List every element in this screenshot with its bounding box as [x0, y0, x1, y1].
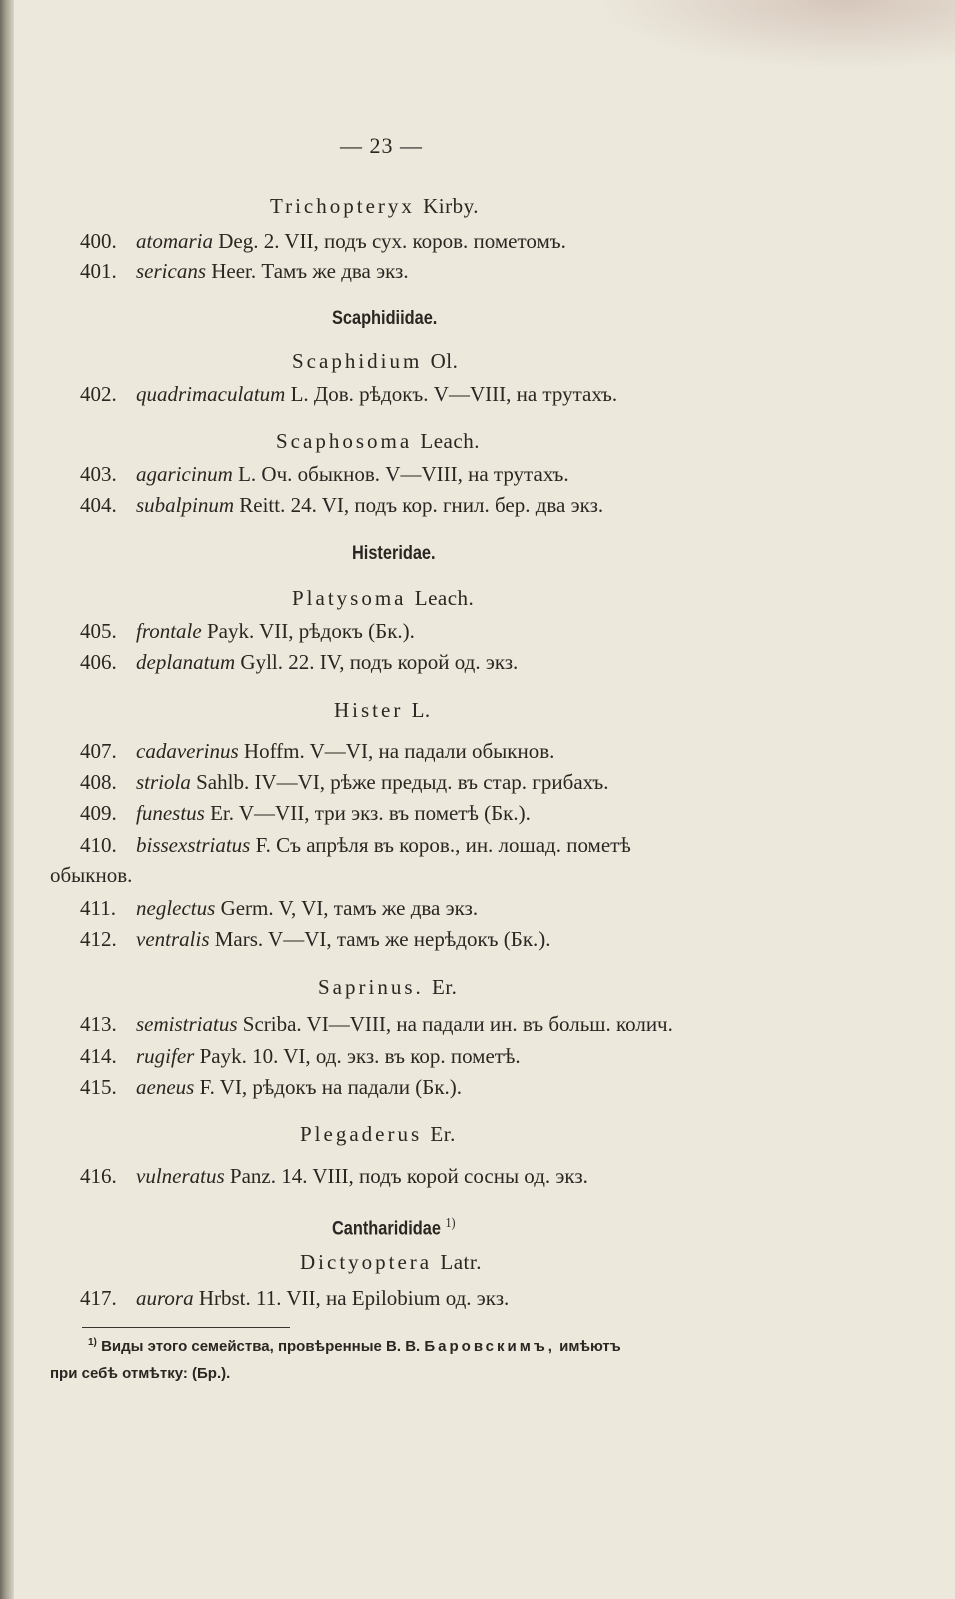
genus-heading: [300, 1121, 456, 1147]
genus-author: Leach.: [420, 429, 480, 453]
species-name: deplanatum: [136, 650, 236, 674]
entry-text: Deg. 2. VII, подъ сух. коров. пометомъ.: [218, 229, 566, 253]
footnote-rule: [82, 1327, 290, 1328]
entry-text: F. VI, рѣдокъ на падали (Бк.).: [199, 1075, 463, 1099]
species-entry: [80, 1074, 462, 1100]
entry-text: Payk. 10. VI, од. экз. въ кор. пометѣ.: [199, 1044, 521, 1068]
entry-text: Hoffm. V—VI, на падали обыкнов.: [243, 739, 555, 763]
entry-number: 411.: [80, 896, 116, 920]
entry-text: Payk. VII, рѣдокъ (Бк.).: [206, 619, 415, 643]
entry-number: 400.: [80, 229, 117, 253]
continuation-text: обыкнов.: [50, 863, 133, 887]
family-name: Cantharididae: [332, 1218, 441, 1240]
species-name: aurora: [136, 1286, 194, 1310]
genus-heading: [300, 1249, 482, 1275]
genus-name: Scaphidium: [292, 349, 423, 373]
genus-author: Er.: [430, 1122, 456, 1146]
species-entry: [80, 492, 603, 518]
species-entry: [80, 618, 415, 644]
genus-heading: [292, 585, 474, 611]
species-entry: [80, 1163, 588, 1189]
footnote-marker: 1): [88, 1337, 97, 1348]
footnote-text-b: имѣютъ: [559, 1338, 621, 1355]
entry-text: Reitt. 24. VI, подъ кор. гнил. бер. два экз.: [239, 493, 604, 517]
genus-name: Dictyoptera: [300, 1250, 433, 1274]
species-name: ventralis: [136, 927, 210, 951]
genus-author: Ol.: [430, 349, 459, 373]
species-name: striola: [136, 770, 191, 794]
species-entry: [80, 461, 569, 487]
entry-number: 405.: [80, 619, 117, 643]
entry-number: 417.: [80, 1286, 117, 1310]
entry-number: 407.: [80, 739, 117, 763]
species-name: rugifer: [136, 1044, 195, 1068]
entry-number: 414.: [80, 1044, 117, 1068]
genus-name: Plegaderus: [300, 1122, 423, 1146]
species-name: agaricinum: [136, 462, 233, 486]
genus-name: Hister: [334, 698, 404, 722]
footnote-name: Баровскимъ,: [424, 1338, 555, 1355]
entry-text: Er. V—VII, три экз. въ пометѣ (Бк.).: [210, 801, 531, 825]
entry-number: 404.: [80, 493, 117, 517]
footnote-text-a: Виды этого семейства, провѣренные В. В.: [101, 1338, 421, 1355]
genus-author: Er.: [432, 975, 458, 999]
entry-number: 409.: [80, 801, 117, 825]
genus-heading: [276, 428, 480, 454]
footnote-line-1: [88, 1337, 621, 1355]
entry-text: F. Съ апрѣля въ коров., ин. лошад. пометѣ: [255, 833, 631, 857]
species-name: atomaria: [136, 229, 214, 253]
genus-author: Kirby.: [423, 194, 480, 218]
species-entry: [80, 926, 551, 952]
entry-number: 416.: [80, 1164, 117, 1188]
entry-text: Scriba. VI—VIII, на падали ин. въ больш. колич.: [242, 1012, 673, 1036]
genus-author: Latr.: [440, 1250, 482, 1274]
species-name: bissexstriatus: [136, 833, 251, 857]
species-entry: [80, 895, 478, 921]
entry-text: Panz. 14. VIII, подъ корой сосны од. экз.: [229, 1164, 588, 1188]
species-name: semistriatus: [136, 1012, 238, 1036]
species-entry: [80, 769, 608, 795]
entry-text: Mars. V—VI, тамъ же нерѣдокъ (Бк.).: [214, 927, 551, 951]
species-name: funestus: [136, 801, 205, 825]
entry-continuation: [50, 862, 132, 888]
species-name: frontale: [136, 619, 202, 643]
entry-text: Sahlb. IV—VI, рѣже предыд. въ стар. грибахъ.: [196, 770, 609, 794]
species-entry: [80, 1285, 509, 1311]
genus-heading: [292, 348, 458, 374]
genus-heading: [270, 193, 479, 219]
entry-number: 412.: [80, 927, 117, 951]
genus-heading: [318, 974, 457, 1000]
genus-author: Leach.: [414, 586, 475, 610]
species-entry: [80, 1043, 521, 1069]
entry-number: 403.: [80, 462, 117, 486]
species-entry: [80, 800, 531, 826]
species-name: vulneratus: [136, 1164, 225, 1188]
entry-text: L. Дов. рѣдокъ. V—VIII, на трутахъ.: [290, 382, 618, 406]
genus-name: Trichopteryx: [270, 194, 415, 218]
species-entry: [80, 258, 409, 284]
entry-number: 410.: [80, 833, 117, 857]
genus-heading: [334, 697, 431, 723]
family-name: Histeridae.: [352, 543, 436, 564]
genus-author: L.: [411, 698, 431, 722]
entry-number: 401.: [80, 259, 117, 283]
entry-text: Germ. V, VI, тамъ же два экз.: [220, 896, 479, 920]
species-name: sericans: [136, 259, 206, 283]
species-name: cadaverinus: [136, 739, 239, 763]
species-name: subalpinum: [136, 493, 235, 517]
page-number: — 23 —: [340, 133, 423, 158]
species-entry: [80, 1011, 673, 1037]
species-name: neglectus: [136, 896, 216, 920]
footnote-line-2: при себѣ отмѣтку: (Бр.).: [50, 1365, 231, 1382]
entry-text: Hrbst. 11. VII, на Epilobium од. экз.: [198, 1286, 510, 1310]
family-name: Scaphidiidae.: [332, 308, 438, 329]
species-entry: [80, 649, 518, 675]
entry-number: 408.: [80, 770, 117, 794]
entry-text: Heer. Тамъ же два экз.: [211, 259, 409, 283]
species-name: aeneus: [136, 1075, 195, 1099]
entry-number: 413.: [80, 1012, 117, 1036]
species-entry: [80, 381, 617, 407]
entry-number: 415.: [80, 1075, 117, 1099]
entry-text: Gyll. 22. IV, подъ корой од. экз.: [240, 650, 519, 674]
species-name: quadrimaculatum: [136, 382, 286, 406]
genus-name: Saprinus.: [318, 975, 424, 999]
family-heading: [332, 1211, 456, 1242]
species-entry: [80, 228, 566, 254]
family-heading: [332, 306, 437, 332]
species-entry: [80, 832, 631, 858]
footnote-ref: 1): [445, 1216, 456, 1231]
genus-name: Scaphosoma: [276, 429, 413, 453]
species-entry: [80, 738, 554, 764]
entry-number: 406.: [80, 650, 117, 674]
entry-text: L. Оч. обыкнов. V—VIII, на трутахъ.: [238, 462, 569, 486]
family-heading: [352, 541, 436, 567]
entry-number: 402.: [80, 382, 117, 406]
genus-name: Platysoma: [292, 586, 407, 610]
